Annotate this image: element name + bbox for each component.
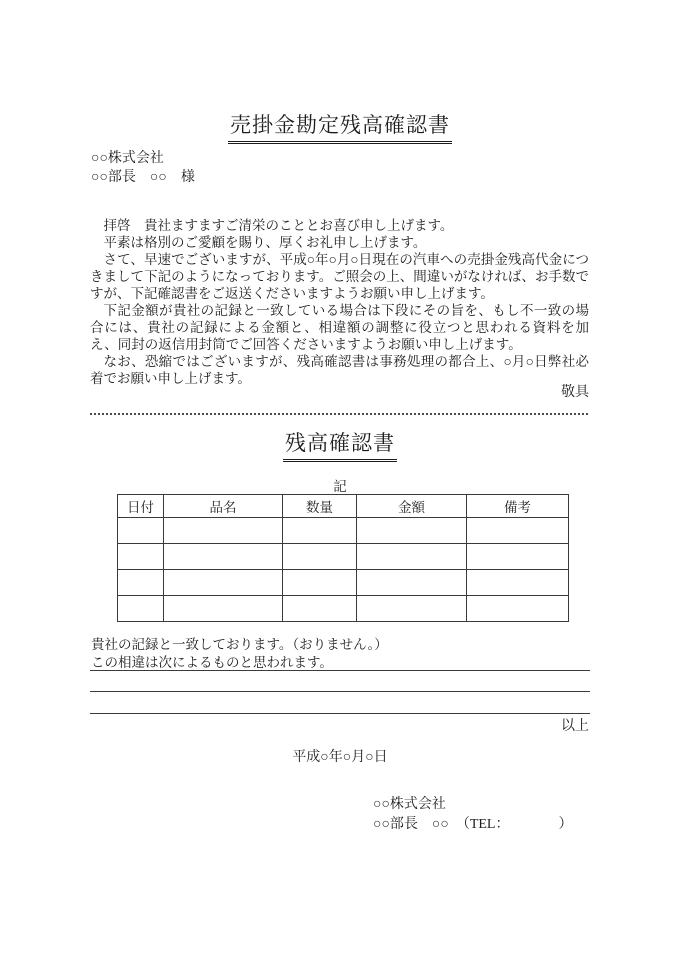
table-row bbox=[118, 544, 569, 570]
table-cell bbox=[283, 596, 357, 622]
table-cell bbox=[357, 518, 467, 544]
letter-paragraph-instructions: 下記金額が貴社の記録と一致している場合は下段にその旨を、もし不一致の場合には、貴社の記録による金額と、相違額の調整に役立つと思われる資料を加え、同封の返信用封筒でご回答くださいますようお願い申し上げます。 bbox=[90, 303, 589, 352]
confirmation-title bbox=[0, 429, 680, 462]
letter-paragraph-request: さて、早速でございますが、平成○年○月○日現在の汽車への売掛金残高代金につきまして下記のようになっております。ご照会の上、間違いがなければ、お手数ですが、下記確認書をご返送くださいますようお願い申し上げます。 bbox=[90, 252, 589, 301]
date-line: 平成○年○月○日 bbox=[292, 750, 388, 765]
table-cell bbox=[467, 570, 569, 596]
recipient-company: ○○株式会社 bbox=[91, 151, 164, 166]
table-cell bbox=[118, 570, 164, 596]
table-cell bbox=[467, 544, 569, 570]
col-header-qty: 数量 bbox=[283, 495, 357, 518]
col-header-date: 日付 bbox=[118, 495, 164, 518]
confirmation-title-text: 残高確認書 bbox=[283, 429, 397, 462]
balance-table-body bbox=[118, 518, 569, 622]
letter-closing: 敬具 bbox=[561, 385, 589, 400]
balance-table-header bbox=[118, 495, 569, 518]
table-cell bbox=[283, 544, 357, 570]
table-cell bbox=[283, 570, 357, 596]
match-statement: 貴社の記録と一致しております。（おりません。） bbox=[91, 637, 388, 652]
difference-statement: この相違は次によるものと思われます。 bbox=[91, 655, 333, 670]
letter-paragraph-deadline: なお、恐縮ではございますが、残高確認書は事務処理の都合上、○月○日弊社必着でお願い申し上げます。 bbox=[90, 354, 589, 386]
table-cell bbox=[164, 596, 283, 622]
recipient-block bbox=[91, 149, 195, 187]
col-header-amount: 金額 bbox=[357, 495, 467, 518]
table-cell bbox=[118, 596, 164, 622]
table-cell bbox=[118, 518, 164, 544]
recipient-person: ○○部長 ○○ 様 bbox=[91, 170, 195, 185]
document-title-text: 売掛金勘定残高確認書 bbox=[228, 111, 452, 144]
balance-table bbox=[117, 494, 569, 622]
fill-in-line bbox=[90, 670, 590, 671]
col-header-remarks: 備考 bbox=[467, 495, 569, 518]
letter-body bbox=[90, 217, 589, 387]
sender-person: ○○部長 ○○ （TEL： ） bbox=[373, 817, 573, 832]
sender-company: ○○株式会社 bbox=[373, 797, 446, 812]
document-title bbox=[0, 111, 680, 144]
confirmation-closing: 以上 bbox=[561, 719, 589, 734]
table-cell bbox=[164, 518, 283, 544]
table-cell bbox=[357, 544, 467, 570]
sender-block bbox=[373, 795, 572, 835]
table-cell bbox=[283, 518, 357, 544]
table-row bbox=[118, 570, 569, 596]
letter-paragraph-greeting: 拝啓 貴社ますますご清栄のこととお喜び申し上げます。 bbox=[103, 218, 454, 233]
table-cell bbox=[357, 596, 467, 622]
fill-in-line bbox=[90, 691, 590, 692]
table-cell bbox=[467, 518, 569, 544]
col-header-item: 品名 bbox=[164, 495, 283, 518]
table-cell bbox=[164, 570, 283, 596]
note-mark: 記 bbox=[333, 479, 347, 494]
table-header-row bbox=[118, 495, 569, 518]
letter-paragraph-thanks: 平素は格別のご愛顧を賜り、厚くお礼申し上げます。 bbox=[103, 235, 427, 250]
table-cell bbox=[357, 570, 467, 596]
table-cell bbox=[118, 544, 164, 570]
table-cell bbox=[467, 596, 569, 622]
cut-separator-line bbox=[90, 413, 589, 415]
fill-in-line bbox=[90, 713, 590, 714]
table-row bbox=[118, 518, 569, 544]
table-cell bbox=[164, 544, 283, 570]
table-row bbox=[118, 596, 569, 622]
